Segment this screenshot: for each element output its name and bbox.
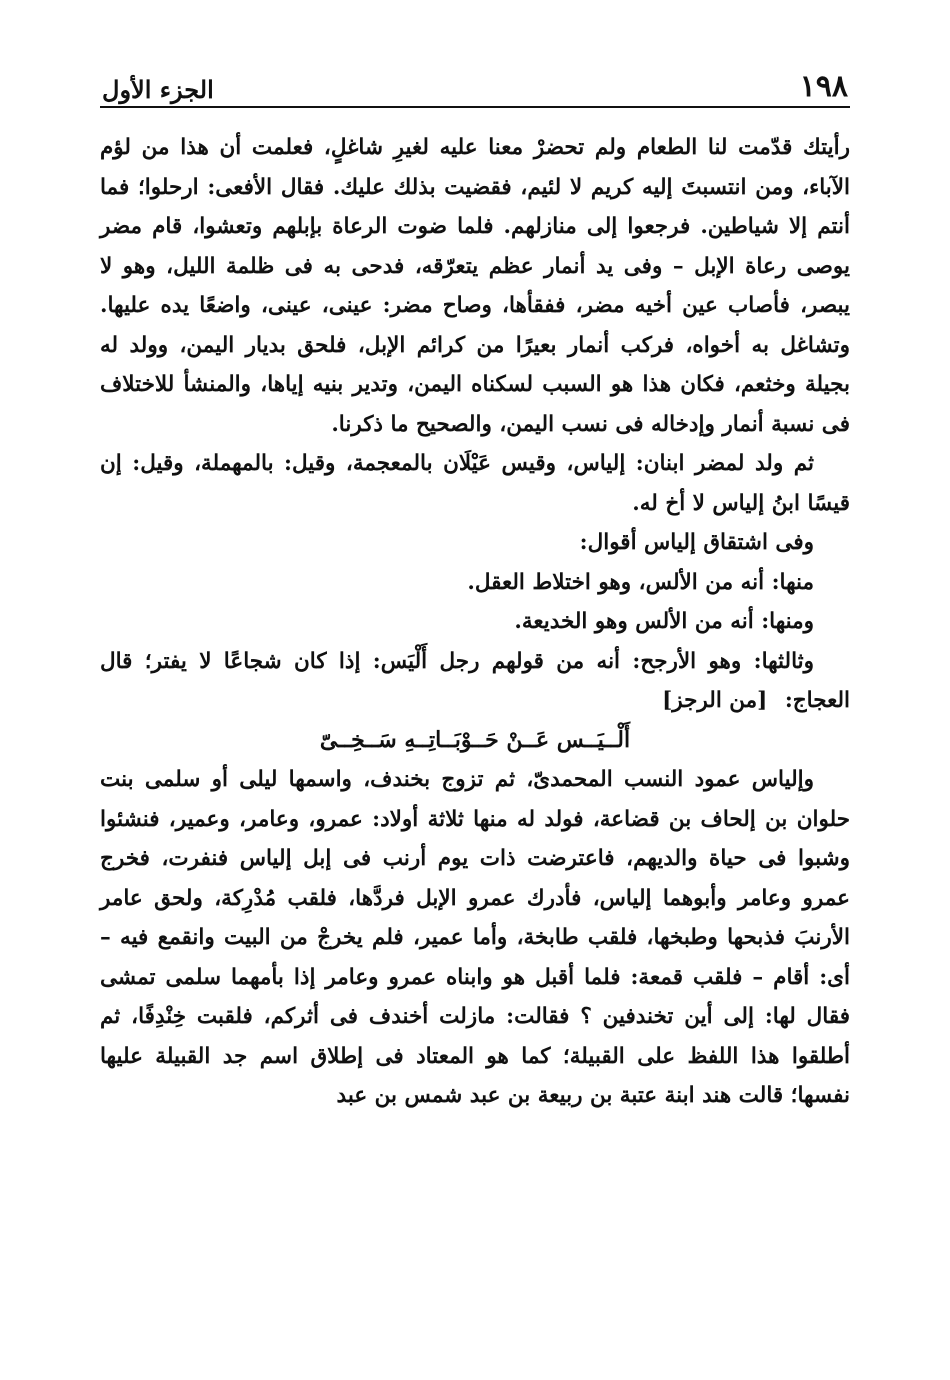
running-header	[100, 60, 850, 108]
page-number: ١٩٨	[799, 69, 848, 104]
paragraph: رأيتك قدّمت لنا الطعام ولم تحضرْ معنا عليه لغيرِ شاغلٍ، فعلمت أن هذا من لؤم الآباء، ومن انتسبتَ إليه كريم لا لئيم، فقضيت بذلك عليك. فقال الأفعى: ارحلوا؛ فما أنتم إلا شياطين. فرجعوا إلى منازلهم. فلما ضوت الرعاة بإبلهم وتعشوا، قام مضر يوصى رعاة الإبل – وفى يد أنمار عظم يتعرّقه، فدحى به فى ظلمة الليل، وهو لا يبصر، فأصاب عين أخيه مضر، ففقأها، وصاح مضر: عينى، عينى، واضعًا يده عليها. وتشاغل به أخواه، فركب أنمار بعيرًا من كرائم الإبل، فلحق بديار اليمن، وولد له بجيلة وخثعم، فكان هذا هو السبب لسكناه اليمن، وتدير بنيه إياها، والمنشأ للاختلاف فى نسبة أنمار وإدخاله فى نسب اليمن، والصحيح ما ذكرنا.	[100, 135, 850, 437]
volume-title: الجزء الأول	[102, 75, 214, 104]
poem-line: أَلْــيَــس عَــنْ حَــوْبَــاتِــهِ سَــخِــىّ	[319, 726, 631, 753]
body-text	[100, 128, 850, 1116]
paragraph-text: وثالثها: وهو الأرجح: أنه من قولهم رجل أَلْيَس: إذا كان شجاعًا لا يفتر؛ قال العجاج:	[100, 648, 850, 713]
paragraph: منها: أنه من الألس، وهو اختلاط العقل.	[467, 569, 814, 595]
paragraph: ومنها: أنه من الألس وهو الخديعة.	[514, 609, 814, 634]
paragraph: وإلياس عمود النسب المحمدىّ، ثم تزوج بخندف، واسمها ليلى أو سلمى بنت حلوان بن إلحاف بن قضاعة، فولد له منها ثلاثة أولاد: عمرو، وعامر، وعمير، فنشئوا وشبوا فى حياة والديهم، فاعترضت ذات يوم أرنب فى إبل إلياس فنفرت، فخرج عمرو وعامر وأبوهما إلياس، فأدرك عمرو الإبل فردَّها، فلقب مُدْرِكة، ولحق عامر الأرنبَ فذبحها وطبخها، فلقب طابخة، وأما عمير، فلم يخرجْ من البيت وانقمع فيه – أى: أقام – فلقب قمعة: فلما أقبل هو وابناه عمرو وعامر إذا بأمهما سلمى تمشى فقال لها: إلى أين تخندفين ؟ فقالت: مازلت أخندف فى أثركم، فلقبت خِنْدِفًا، ثم أطلقوا هذا اللفظ على القبيلة؛ كما هو المعتاد فى إطلاق اسم جد القبيلة عليها نفسها؛ قالت هند ابنة عتبة بن ربيعة بن عبد شمس بن عبد	[100, 767, 850, 1108]
book-page	[100, 60, 850, 1116]
paragraph	[100, 642, 850, 721]
paragraph: وفى اشتقاق إلياس أقوال:	[579, 530, 814, 555]
meter-label: [من الرجز]	[662, 688, 768, 713]
paragraph: ثم ولد لمضر ابنان: إلياس، وقيس عَيْلَان بالمعجمة، وقيل: بالمهملة، وقيل: إن قيسًا ابنُ إلياس لا أخ له.	[100, 451, 850, 516]
